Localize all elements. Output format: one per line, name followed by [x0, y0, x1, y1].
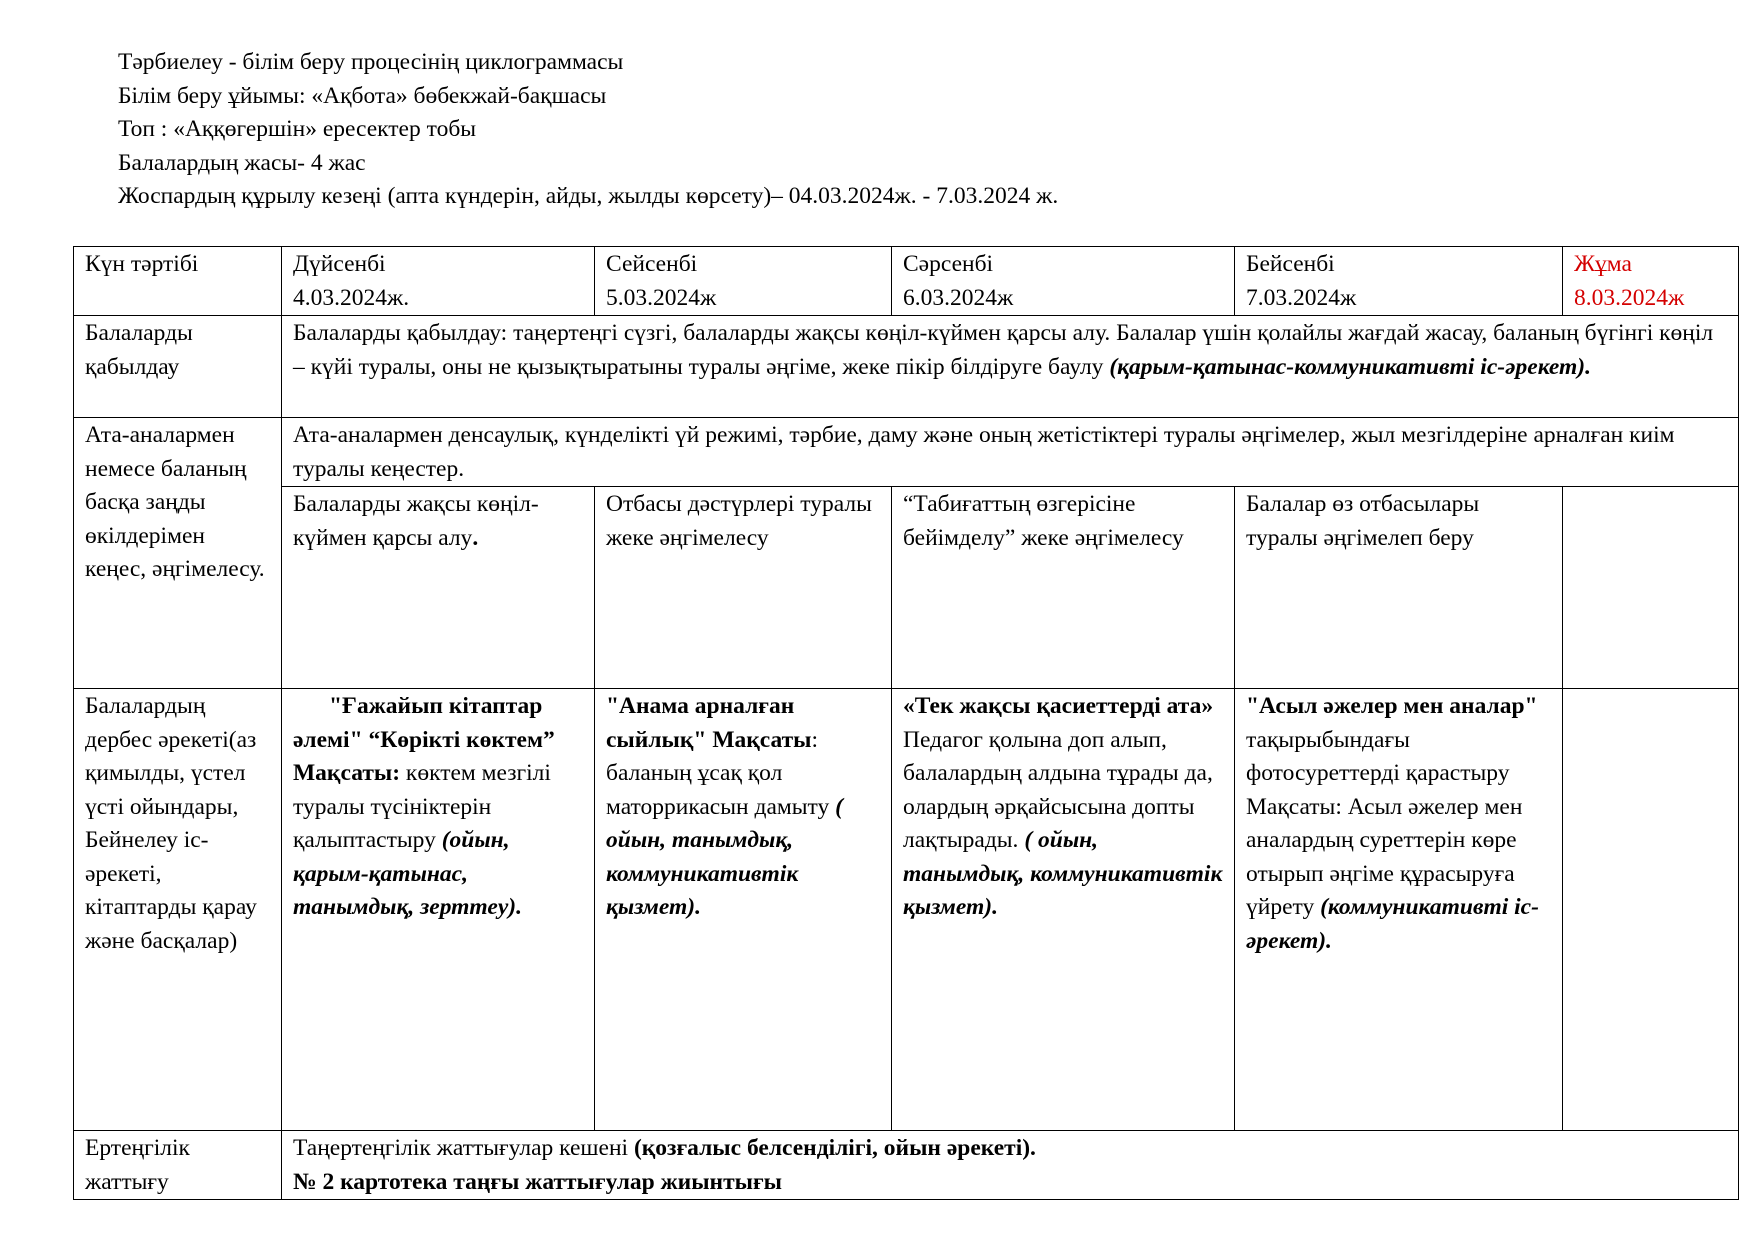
day-date: 8.03.2024ж — [1574, 284, 1685, 311]
age-line: Балалардың жасы- 4 жас — [118, 149, 366, 176]
group-line: Топ : «Аққөгершін» ересектер тобы — [118, 116, 477, 142]
parents-monday: Балаларды жақсы көңіл- күймен қарсы алу. — [282, 487, 595, 689]
table-row-exercise — [74, 1131, 1739, 1200]
activity-text: Педагог қолына доп алып, балалардың алдына тұрады да, олардың әрқайсысына допты лақтырады. — [903, 726, 1213, 853]
activity-title: "Анама арналған сыйлық" — [606, 693, 795, 753]
activity-wednesday — [892, 689, 1235, 1131]
row-label-reception: Балаларды қабылдау — [74, 316, 282, 418]
activity-text: тақырыбындағы фотосуреттерді қарастыру — [1246, 726, 1510, 786]
table-row-parents-daily — [74, 487, 1739, 689]
parents-thursday: Балалар өз отбасылары туралы әңгімелеп беру — [1235, 487, 1563, 689]
parents-tuesday: Отбасы дәстүрлері туралы жеке әңгімелесу — [595, 487, 892, 689]
activity-thursday — [1235, 689, 1563, 1131]
day-date: 5.03.2024ж — [606, 284, 717, 311]
period-line: Жоспардың құрылу кезеңі (апта күндерін, айды, жылды көрсету)– 04.03.2024ж. - 7.03.2024 ж. — [118, 183, 1059, 209]
parents-common-text: Ата-аналармен денсаулық, күнделікті үй режимі, тәрбие, даму және оның жетістіктері туралы әңгімелер, жыл мезгілдеріне арналған киім туралы кеңестер. — [282, 418, 1739, 487]
goal-label: Мақсаты — [712, 726, 812, 753]
row-label-activity: Балалардың дербес әрекеті(аз қимылды, үстел үсті ойындары, Бейнелеу іс-әрекеті, кітаптарды қарау және басқалар) — [74, 689, 282, 1131]
activity-type: ( ойын, танымдық, коммуникативтік қызмет). — [903, 827, 1223, 920]
activity-subtitle: “Көрікті көктем” — [368, 726, 555, 753]
document-header — [118, 46, 1058, 214]
day-date: 4.03.2024ж. — [293, 284, 410, 311]
reception-text: Балаларды қабылдау: таңертеңгі сүзгі, балаларды жақсы көңіл-күймен қарсы алу. Балалар үшін қолайлы жағдай жасау, баланың бүгінгі көңіл – күйі туралы, оны не қызықтыратыны туралы әңгіме, жеке пікір білдіруге баулу — [293, 320, 1714, 380]
organization-line: Білім беру ұйымы: «Ақбота» бөбекжай-бақшасы — [118, 82, 607, 109]
activity-friday — [1563, 689, 1739, 1131]
reception-description — [282, 316, 1739, 418]
goal-text: көктем мезгілі туралы түсініктерін қалыптастыру — [293, 760, 551, 853]
day-date: 6.03.2024ж — [903, 284, 1014, 311]
header-cell-thursday — [1235, 247, 1563, 316]
day-name: Сәрсенбі — [903, 251, 994, 277]
header-cell-friday — [1563, 247, 1739, 316]
goal-text: : баланың ұсақ қол маторрикасын дамыту — [606, 726, 830, 820]
header-cell-wednesday — [892, 247, 1235, 316]
table-header-row — [74, 247, 1739, 316]
reception-activity: (қарым-қатынас-коммуникативті іс-әрекет). — [1109, 353, 1592, 380]
goal-label: Мақсаты: — [293, 760, 401, 786]
day-name: Бейсенбі — [1246, 251, 1335, 277]
day-date: 7.03.2024ж — [1246, 284, 1357, 311]
activity-title: "Асыл әжелер мен аналар" — [1246, 693, 1538, 719]
parents-friday — [1563, 487, 1739, 689]
row-label-parents: Ата-аналармен немесе баланың басқа заңды өкілдерімен кеңес, әңгімелесу. — [74, 418, 282, 689]
header-cell-schedule: Күн тәртібі — [74, 247, 282, 316]
goal-text: Мақсаты: Асыл әжелер мен аналардың суреттерін көре отырып әңгіме құрасыруға үйрету — [1246, 793, 1523, 920]
activity-monday — [282, 689, 595, 1131]
table-row-reception — [74, 316, 1739, 418]
day-name: Жұма — [1574, 251, 1632, 277]
activity-tuesday — [595, 689, 892, 1131]
cyclogram-table — [73, 246, 1739, 1200]
header-cell-tuesday — [595, 247, 892, 316]
document-title: Тәрбиелеу - білім беру процесінің циклограммасы — [118, 49, 624, 75]
day-name: Дүйсенбі — [293, 251, 386, 277]
row-label-exercise: Ертеңгілік жаттығу — [74, 1131, 282, 1200]
table-row-parents-common — [74, 418, 1739, 487]
exercise-activity: (қозғалыс белсенділігі, ойын әрекеті). — [633, 1135, 1036, 1161]
header-cell-monday — [282, 247, 595, 316]
activity-type: ( ойын, танымдық, коммуникативтік қызмет). — [606, 793, 843, 920]
exercise-card-file: № 2 картотека таңғы жаттығулар жиынтығы — [293, 1168, 782, 1195]
activity-title: "Ғажайып кітаптар әлемі" — [293, 693, 543, 753]
exercise-text: Таңертеңгілік жаттығулар кешені — [293, 1135, 634, 1161]
parents-wednesday: “Табиғаттың өзгерісіне бейімделу” жеке әңгімелесу — [892, 487, 1235, 689]
activity-type: (коммуникативті іс-әрекет). — [1246, 894, 1539, 954]
day-name: Сейсенбі — [606, 251, 698, 277]
activity-title: «Тек жақсы қасиеттерді ата» — [903, 693, 1214, 719]
activity-type: (ойын, қарым-қатынас, танымдық, зерттеу). — [293, 827, 522, 920]
table-row-activity — [74, 689, 1739, 1131]
exercise-description — [282, 1131, 1739, 1200]
